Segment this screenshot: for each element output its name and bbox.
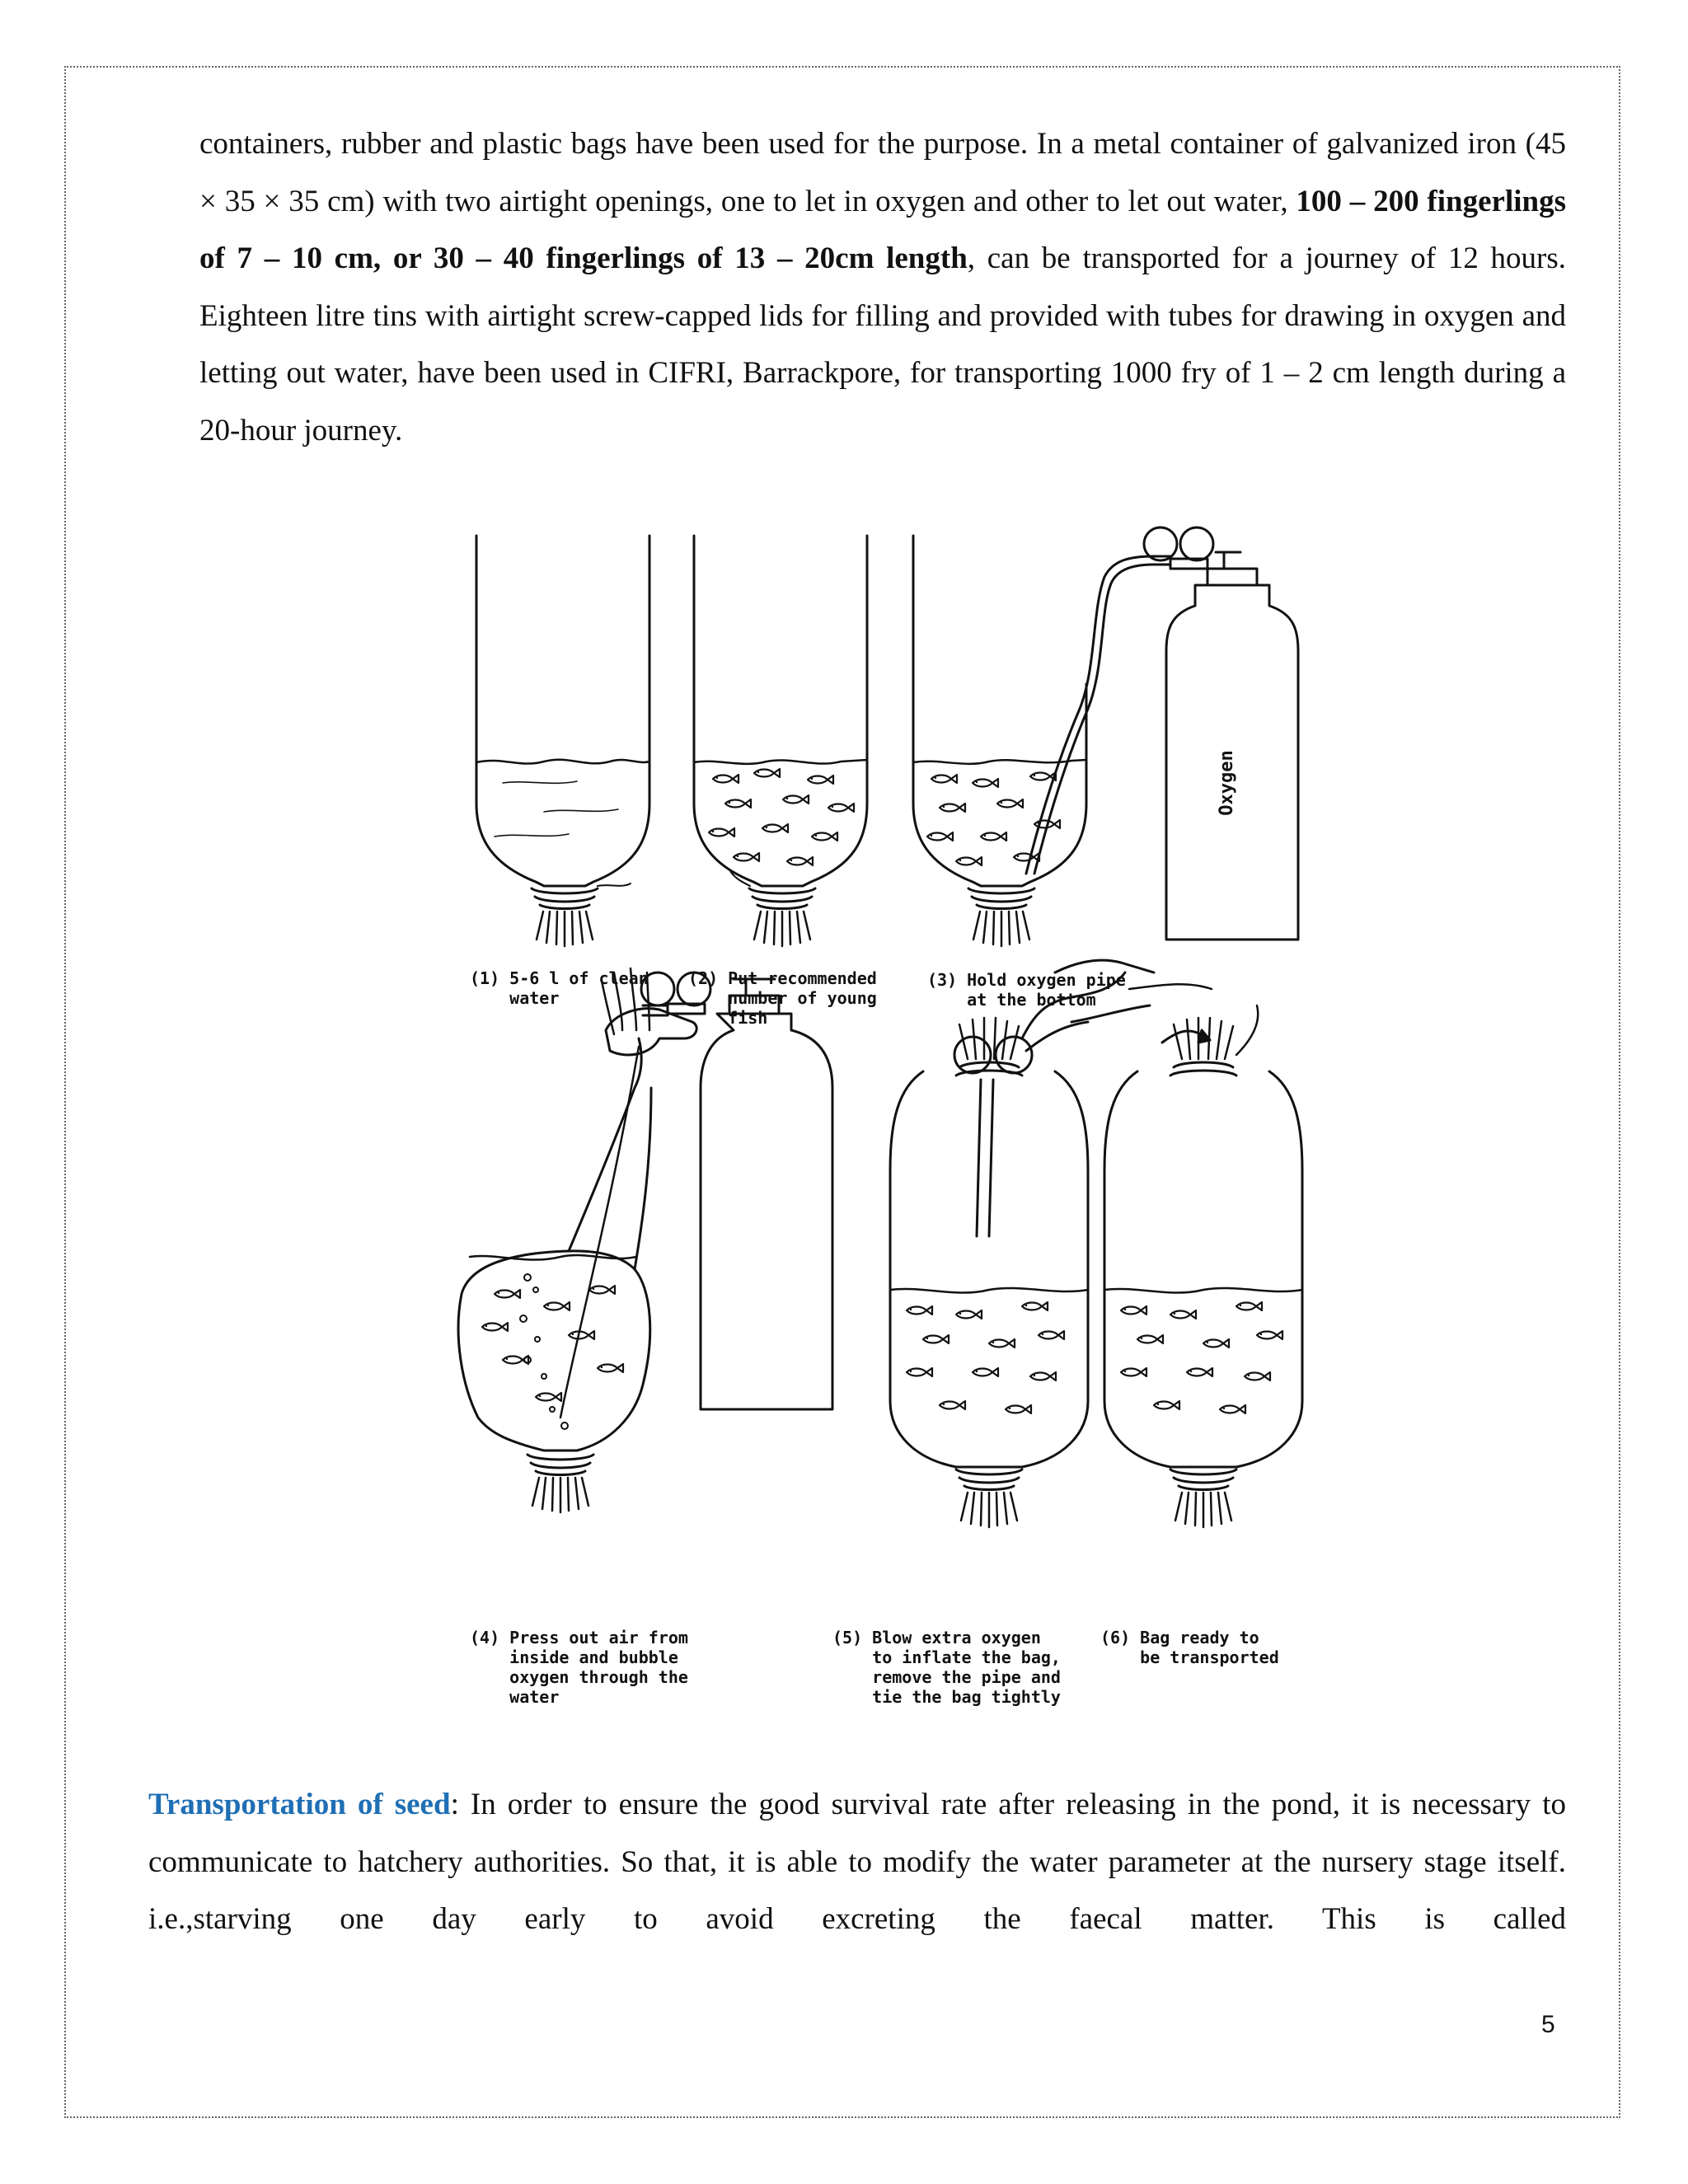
caption-2 bbox=[688, 968, 877, 1028]
caption-2-number: (2) bbox=[688, 968, 719, 988]
caption-1-text: 5-6 l of clean water bbox=[509, 968, 649, 1008]
caption-1 bbox=[470, 968, 649, 1008]
section-heading-transportation: Transportation of seed bbox=[148, 1788, 451, 1821]
body-paragraph-2 bbox=[148, 1776, 1566, 1948]
bag-6-drawing bbox=[1104, 1005, 1302, 1527]
paragraph-1-text-a: containers, rubber and plastic bags have been used for the purpose. In a metal container of galvanized iron (45 × 35 × 35 cm) with two airtight openings, one to let in oxygen and other to let out water, bbox=[199, 127, 1566, 218]
caption-6 bbox=[1100, 1628, 1279, 1667]
caption-6-number: (6) bbox=[1100, 1628, 1131, 1647]
caption-1-number: (1) bbox=[470, 968, 500, 988]
bag-packing-illustration bbox=[445, 511, 1311, 1739]
bag-3-drawing bbox=[913, 527, 1298, 946]
caption-5-number: (5) bbox=[832, 1628, 863, 1647]
caption-5-text: Blow extra oxygen to inflate the bag, remove the pipe and tie the bag tightly bbox=[872, 1628, 1061, 1707]
caption-3-number: (3) bbox=[927, 970, 958, 990]
caption-3-text: Hold oxygen pipe at the bottom bbox=[967, 970, 1126, 1010]
body-paragraph-1 bbox=[199, 115, 1566, 459]
bag-2-drawing bbox=[694, 536, 867, 946]
caption-2-text: Put recommended number of young fish bbox=[728, 968, 877, 1028]
caption-6-text: Bag ready to be transported bbox=[1140, 1628, 1279, 1667]
bag-1-drawing bbox=[476, 536, 649, 946]
caption-5 bbox=[832, 1628, 1061, 1707]
paragraph-1-text-b: , can be transported for a journey of 12 hours. Eighteen litre tins with airtight screw-capped lids for filling and provided with tubes for drawing in oxygen and letting out water, have been used in CIFRI, Barrackpore, for transporting 1000 fry of 1 – 2 cm length during a 20-hour journey. bbox=[199, 241, 1567, 448]
oxygen-cylinder-label: Oxygen bbox=[1217, 750, 1237, 816]
bag-5-drawing bbox=[890, 960, 1212, 1527]
paragraph-2-text: : In order to ensure the good survival rate after releasing in the pond, it is necessary to communicate to hatchery authorities. So that, it is able to modify the water parameter at the nursery stage itself. i.e.,starving one day early to avoid excreting the faecal matter. This is called bbox=[148, 1788, 1566, 1936]
caption-4-number: (4) bbox=[470, 1628, 500, 1647]
caption-3 bbox=[927, 970, 1126, 1010]
bag-4-drawing bbox=[458, 968, 832, 1512]
caption-4 bbox=[470, 1628, 688, 1707]
caption-4-text: Press out air from inside and bubble oxygen through the water bbox=[509, 1628, 688, 1707]
paragraph-1-bold-text: 100 – 200 fingerlings of 7 – 10 cm, or 30 – 40 fingerlings of 13 – 20cm length bbox=[199, 184, 1566, 275]
page-number: 5 bbox=[1541, 2011, 1555, 2038]
